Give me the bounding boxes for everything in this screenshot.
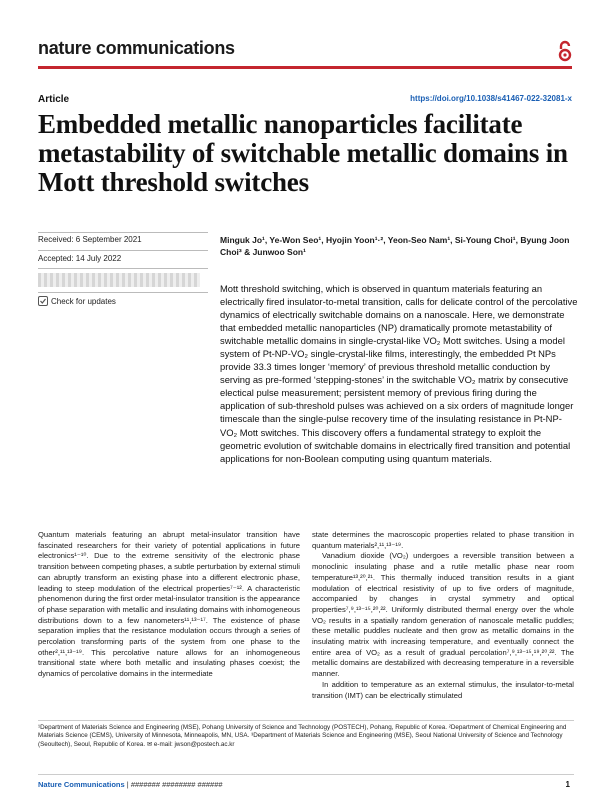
doi-link[interactable]: https://doi.org/10.1038/s41467-022-32081-x — [410, 94, 572, 103]
redacted-block — [38, 273, 200, 287]
body-paragraph: state determines the macroscopic properties related to phase transition in quantum materials²,¹¹,¹³⁻¹⁹. — [312, 530, 574, 550]
email-link[interactable]: e-mail: jwson@postech.ac.kr — [153, 740, 235, 748]
author-list[interactable]: Minguk Jo¹, Ye-Won Seo¹, Hyojin Yoon¹·², Yeon-Seo Nam¹, Si-Young Choi¹, Byung Joon Choi³ & Junwoo Son¹ — [220, 235, 570, 257]
body-column-left — [38, 530, 300, 680]
body-paragraph: In addition to temperature as an external stimulus, the insulator-to-metal transition (IMT) can be electrically stimulated — [312, 679, 574, 700]
abstract: Mott threshold switching, which is observed in quantum materials featuring an electrically fired insulator-to-metal transition, calls for delicate control of the percolative dynamics of electrically switchable domains on a nanoscale. Here, we demonstrate that embedded metallic nanoparticles (NP) dramatically promote metastability of switchable metallic domains in single-crystal-like VO₂ Mott switches. Using a model system of Pt-NP-VO₂ single-crystal-like films, interestingly, the embedded Pt NPs provide 33.3 times longer ‘memory’ of previous threshold metallic conduction by serving as pre-formed ‘stepping-stones’ in the switchable VO₂ matrix by consecutive electical pulse measurement; persistent memory of previous firing during the application of sub-threshold pulses was achieved on a six orders of magnitude longer timescale than the single-pulse recovery time of the insulating resistance in Pt-NP-VO₂ Mott switches. This discovery offers a fundamental strategy to exploit the geometric evolution of switchable domains in electrically fired transition and potential applications for non-Boolean computing using quantum materials. — [220, 283, 578, 464]
accepted-date: Accepted: 14 July 2022 — [38, 254, 122, 263]
check-updates-icon — [38, 296, 48, 306]
body-column-right — [312, 530, 574, 701]
email-icon: ✉ — [146, 740, 153, 748]
footnote-divider — [38, 720, 574, 721]
meta-divider — [38, 232, 208, 233]
affiliations-footnote — [38, 724, 574, 749]
footer-article-id: | ####### ######## ###### — [126, 780, 223, 789]
journal-name: nature communications — [38, 38, 235, 58]
footer-journal — [38, 780, 223, 789]
article-title: Embedded metallic nanoparticles facilitate metastability of switchable metallic domains in Mott threshold switches — [38, 109, 568, 197]
affiliations-text: ¹Department of Materials Science and Engineering (MSE), Pohang University of Science and Technology (POSTECH), Pohang, Republic of Korea. ²Department of Chemical Engineering and Materials Science (CEMS), University of Minnesota, Minneapolis, MN, USA. ³Department of Materials Science and Engineering (MSE), Seoul National University of Science and Technology (Seoultech), Seoul, Republic of Korea. — [38, 724, 567, 748]
check-updates-link[interactable] — [38, 296, 116, 306]
check-updates-label: Check for updates — [51, 296, 116, 306]
footer-divider — [38, 774, 574, 775]
open-access-icon — [556, 40, 574, 62]
article-type: Article — [38, 94, 70, 105]
header-rule — [38, 66, 572, 69]
footer-journal-name: Nature Communications — [38, 780, 125, 789]
body-paragraph: Vanadium dioxide (VO₂) undergoes a reversible transition between a monoclinic insulating phase and a rutile metallic phase near room temperature¹³,²⁰,²¹. This thermally induced transition results in a giant modulation of electrical resistivity of up to five orders of magnitude, accompanied by changes in crystal symmetry and optical properties⁷,⁹,¹³⁻¹⁵,²⁰,²². Uniformly distributed thermal energy over the whole VO₂ results in a spatially random generation of nanoscale metallic puddles; these metallic puddles nucleate and then grow as metallic domains in the insulating matrix with increasing temperature, and eventually connect the entire area of VO₂ as a result of gradual percolation⁷,⁹,¹³⁻¹⁵,¹⁹,²⁰,²². The metallic domains are destabilized with decreasing temperature in a reversible manner. — [312, 551, 574, 679]
page-number: 1 — [565, 780, 570, 789]
meta-divider — [38, 292, 208, 293]
meta-divider — [38, 268, 208, 269]
body-paragraph: Quantum materials featuring an abrupt metal-insulator transition have fascinated researchers for their variety of potential applications in future electronics¹⁻¹⁰. Due to the extreme sensitivity of the electronic phase transition between competing phases, a subtle perturbation by external stimuli can abruptly transform an existing phase into a different electronic phase, leading to steep modulation of the electrical properties⁷⁻¹². A characteristic phenomenon during the first order metal-insulator transition is the appearance of phase separation with metallic and insulating domains with inhomogeneous distributions down to a few nanometers¹¹,¹³⁻¹⁷. The existence of phase separation implies that the resistance modulation occurs through a series of percolation transforming parts of the system from one phase to the other²,¹¹,¹³⁻¹⁹. This percolative nature allows for an inhomogeneous transitional state where both metallic and insulating phases coexist; the dynamics of percolative domains in the intermediate — [38, 530, 300, 679]
received-date: Received: 6 September 2021 — [38, 235, 142, 244]
meta-divider — [38, 250, 208, 251]
